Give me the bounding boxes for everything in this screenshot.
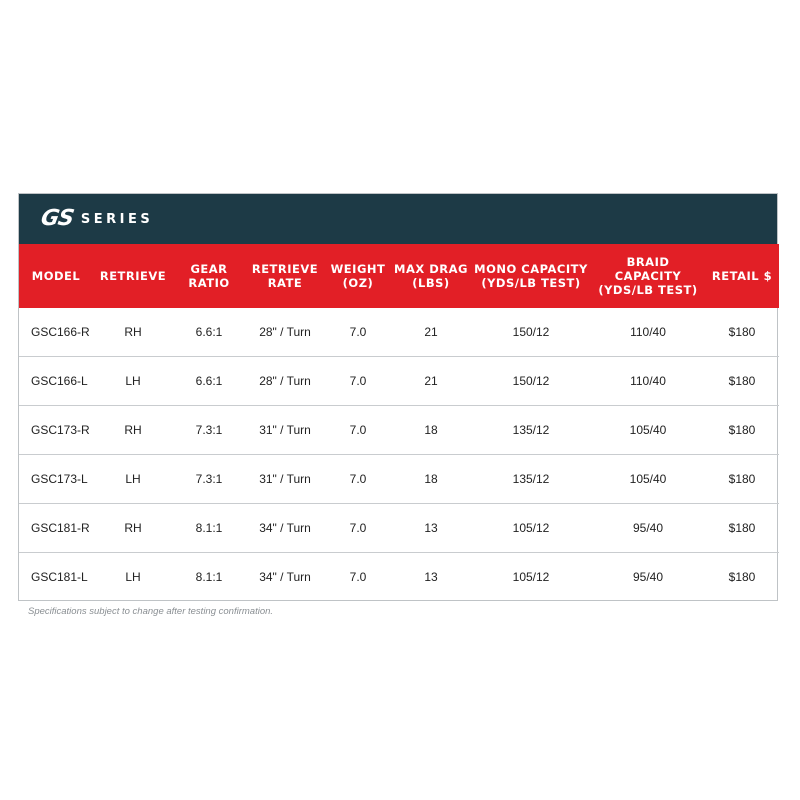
col-header-braid-capacity: BRAID CAPACITY (YDS/LB TEST): [591, 244, 705, 308]
cell-retrieve-rate: 31" / Turn: [245, 455, 325, 504]
cell-retrieve-rate: 28" / Turn: [259, 325, 311, 339]
cell-retail-price: $180: [705, 357, 779, 406]
col-header-model: MODEL: [19, 244, 93, 308]
col-header-gear-ratio: GEAR RATIO: [173, 244, 245, 308]
table-body: [19, 308, 779, 601]
table-row: [19, 308, 779, 357]
cell-retrieve-rate: 31" / Turn: [245, 406, 325, 455]
cell-mono-capacity: 150/12: [471, 357, 591, 406]
cell-mono-capacity: 105/12: [471, 504, 591, 553]
cell-max-drag: 13: [391, 504, 471, 553]
cell-model: GSC181-R: [19, 504, 93, 553]
col-header-mono-capacity: MONO CAPACITY (YDS/LB TEST): [471, 244, 591, 308]
cell-retrieve: RH: [93, 406, 173, 455]
cell-retrieve: RH: [124, 325, 142, 339]
cell-max-drag: 21: [391, 357, 471, 406]
cell-braid-capacity: 105/40: [591, 406, 705, 455]
cell-retrieve: LH: [93, 357, 173, 406]
cell-weight: 7.0: [325, 455, 391, 504]
cell-gear-ratio: 6.6:1: [173, 357, 245, 406]
gs-logo: GS: [38, 206, 76, 231]
cell-model: GSC166-L: [19, 357, 93, 406]
cell-retrieve: RH: [93, 504, 173, 553]
cell-max-drag: 18: [391, 455, 471, 504]
specifications-table: [19, 244, 779, 601]
cell-gear-ratio: 8.1:1: [173, 553, 245, 602]
col-header-retail-price: RETAIL $: [705, 244, 779, 308]
col-header-weight: WEIGHT (OZ): [325, 244, 391, 308]
col-header-retrieve: RETRIEVE: [93, 244, 173, 308]
col-header-max-drag: MAX DRAG (LBS): [391, 244, 471, 308]
cell-weight: 7.0: [349, 325, 367, 339]
cell-model: GSC173-L: [19, 455, 93, 504]
table-row: [19, 455, 779, 504]
col-header-retrieve-rate: RETRIEVE RATE: [245, 244, 325, 308]
cell-retrieve-rate: 34" / Turn: [245, 504, 325, 553]
cell-mono-capacity: 150/12: [512, 325, 550, 339]
table-row: [19, 553, 779, 602]
cell-retail-price: $180: [705, 406, 779, 455]
cell-weight: 7.0: [325, 357, 391, 406]
table-header: [19, 244, 779, 308]
cell-braid-capacity: 105/40: [591, 455, 705, 504]
cell-braid-capacity: 110/40: [591, 357, 705, 406]
table-row: [19, 357, 779, 406]
cell-model: GSC173-R: [19, 406, 93, 455]
cell-retrieve-rate: 34" / Turn: [245, 553, 325, 602]
cell-retail-price: $180: [705, 504, 779, 553]
series-label: SERIES: [80, 211, 154, 227]
cell-max-drag: 18: [391, 406, 471, 455]
cell-retail-price: $180: [728, 325, 756, 339]
cell-gear-ratio: 7.3:1: [173, 406, 245, 455]
specifications-footnote: Specifications subject to change after testing confirmation.: [28, 606, 274, 617]
table-row: [19, 406, 779, 455]
cell-mono-capacity: 135/12: [471, 406, 591, 455]
cell-gear-ratio: 6.6:1: [195, 325, 223, 339]
cell-max-drag: 21: [424, 325, 438, 339]
cell-mono-capacity: 135/12: [471, 455, 591, 504]
cell-gear-ratio: 7.3:1: [173, 455, 245, 504]
header-row: [19, 244, 779, 308]
cell-retrieve: LH: [93, 455, 173, 504]
cell-retail-price: $180: [705, 455, 779, 504]
cell-gear-ratio: 8.1:1: [173, 504, 245, 553]
cell-braid-capacity: 95/40: [591, 553, 705, 602]
cell-retail-price: $180: [705, 553, 779, 602]
cell-weight: 7.0: [325, 553, 391, 602]
cell-weight: 7.0: [325, 406, 391, 455]
cell-retrieve: LH: [93, 553, 173, 602]
cell-mono-capacity: 105/12: [471, 553, 591, 602]
cell-max-drag: 13: [391, 553, 471, 602]
table-row: [19, 504, 779, 553]
series-title-bar: [19, 194, 777, 244]
cell-braid-capacity: 95/40: [591, 504, 705, 553]
cell-model: GSC166-R: [31, 325, 90, 339]
cell-braid-capacity: 110/40: [630, 325, 666, 339]
cell-weight: 7.0: [325, 504, 391, 553]
cell-model: GSC181-L: [19, 553, 93, 602]
spec-table-card: [18, 193, 778, 601]
cell-retrieve-rate: 28" / Turn: [245, 357, 325, 406]
